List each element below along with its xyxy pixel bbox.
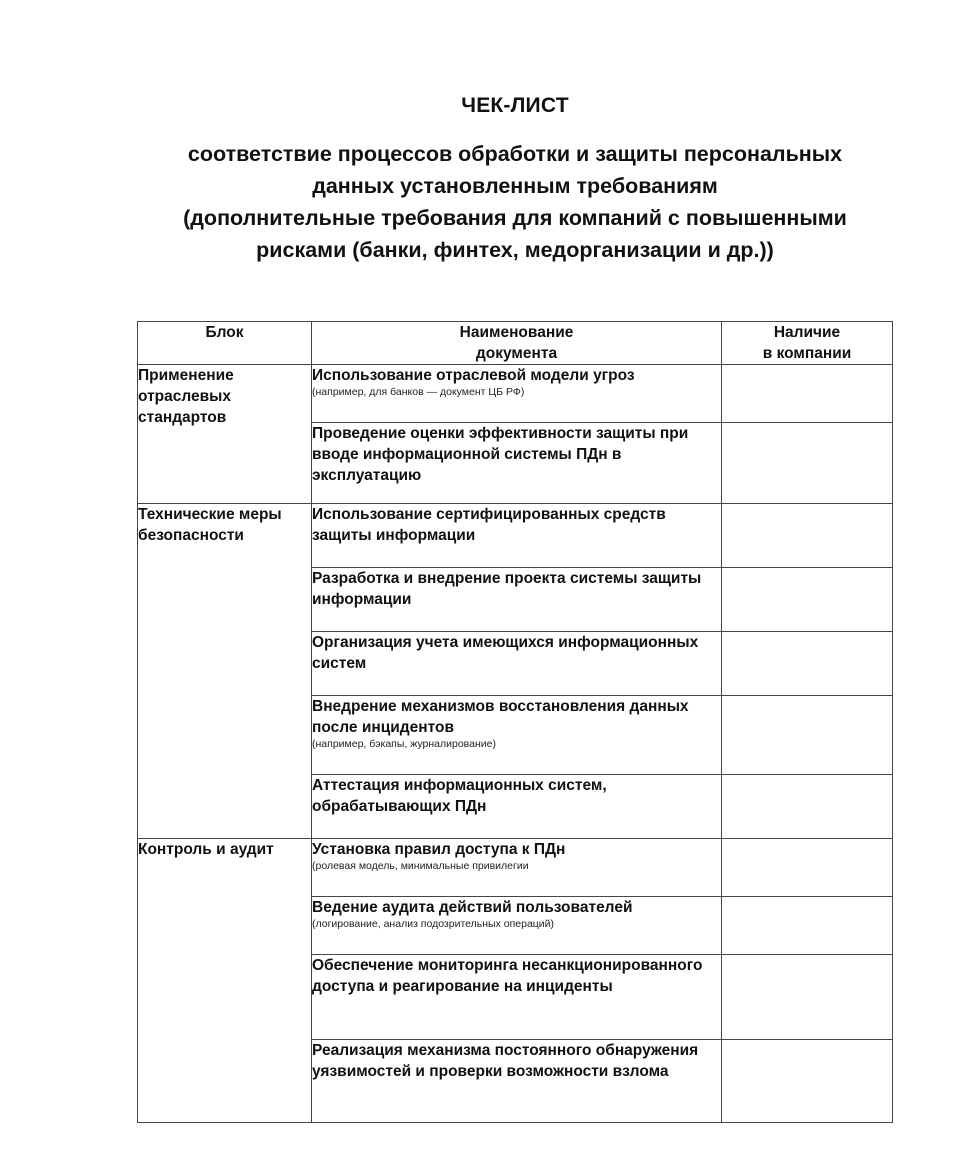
document-name: Обеспечение мониторинга несанкционированного доступа и реагирование на инциденты: [312, 957, 703, 995]
header-presence: Наличие в компании: [722, 322, 893, 365]
block-cell: Применение отраслевых стандартов: [138, 365, 312, 504]
presence-cell[interactable]: [722, 632, 893, 696]
subtitle-line: (дополнительные требования для компаний с повышенными: [183, 206, 847, 230]
document-name: Организация учета имеющихся информационных систем: [312, 634, 699, 672]
presence-cell[interactable]: [722, 504, 893, 568]
table-row: [138, 365, 893, 423]
document-note: (логирование, анализ подозрительных операций): [312, 918, 555, 930]
presence-cell[interactable]: [722, 696, 893, 775]
presence-cell[interactable]: [722, 897, 893, 955]
page-title: ЧЕК-ЛИСТ: [461, 94, 569, 117]
checklist-table: [137, 321, 893, 1123]
presence-cell[interactable]: [722, 365, 893, 423]
document-cell: [312, 775, 722, 839]
document-name: Ведение аудита действий пользователей: [312, 899, 633, 916]
document-name: Разработка и внедрение проекта системы защиты информации: [312, 570, 702, 608]
header-document-name: Наименование документа: [312, 322, 722, 365]
presence-cell[interactable]: [722, 568, 893, 632]
document-name: Установка правил доступа к ПДн: [312, 841, 566, 858]
document-note: (например, бэкапы, журналирование): [312, 738, 496, 750]
block-cell: Технические меры безопасности: [138, 504, 312, 839]
document-cell: [312, 365, 722, 423]
document-name: Использование сертифицированных средств защиты информации: [312, 506, 666, 544]
block-cell: Контроль и аудит: [138, 839, 312, 1123]
document-name: Внедрение механизмов восстановления данных после инцидентов: [312, 698, 689, 736]
header-block: Блок: [138, 322, 312, 365]
document-cell: [312, 423, 722, 504]
document-cell: [312, 839, 722, 897]
document-cell: [312, 955, 722, 1040]
subtitle-line: соответствие процессов обработки и защиты персональных: [187, 142, 843, 166]
document-name: Проведение оценки эффективности защиты при вводе информационной системы ПДн в эксплуатацию: [312, 425, 689, 484]
page-subtitle: [120, 138, 910, 266]
document-cell: [312, 897, 722, 955]
document-name: Использование отраслевой модели угроз: [312, 367, 635, 384]
presence-cell[interactable]: [722, 839, 893, 897]
document-name: Аттестация информационных систем, обрабатывающих ПДн: [312, 777, 607, 815]
document-cell: [312, 504, 722, 568]
document-cell: [312, 696, 722, 775]
document-cell: [312, 1040, 722, 1123]
presence-cell[interactable]: [722, 775, 893, 839]
document-note: (ролевая модель, минимальные привилегии: [312, 860, 529, 872]
document-cell: [312, 568, 722, 632]
presence-cell[interactable]: [722, 423, 893, 504]
presence-cell[interactable]: [722, 1040, 893, 1123]
document-name: Реализация механизма постоянного обнаружения уязвимостей и проверки возможности взлома: [312, 1042, 699, 1080]
table-row: [138, 504, 893, 568]
table-header-row: [138, 322, 893, 365]
subtitle-line: рисками (банки, финтех, медорганизации и др.)): [256, 238, 774, 262]
document-note: (например, для банков — документ ЦБ РФ): [312, 386, 525, 398]
table-row: [138, 839, 893, 897]
presence-cell[interactable]: [722, 955, 893, 1040]
document-cell: [312, 632, 722, 696]
subtitle-line: данных установленным требованиям: [312, 174, 718, 198]
